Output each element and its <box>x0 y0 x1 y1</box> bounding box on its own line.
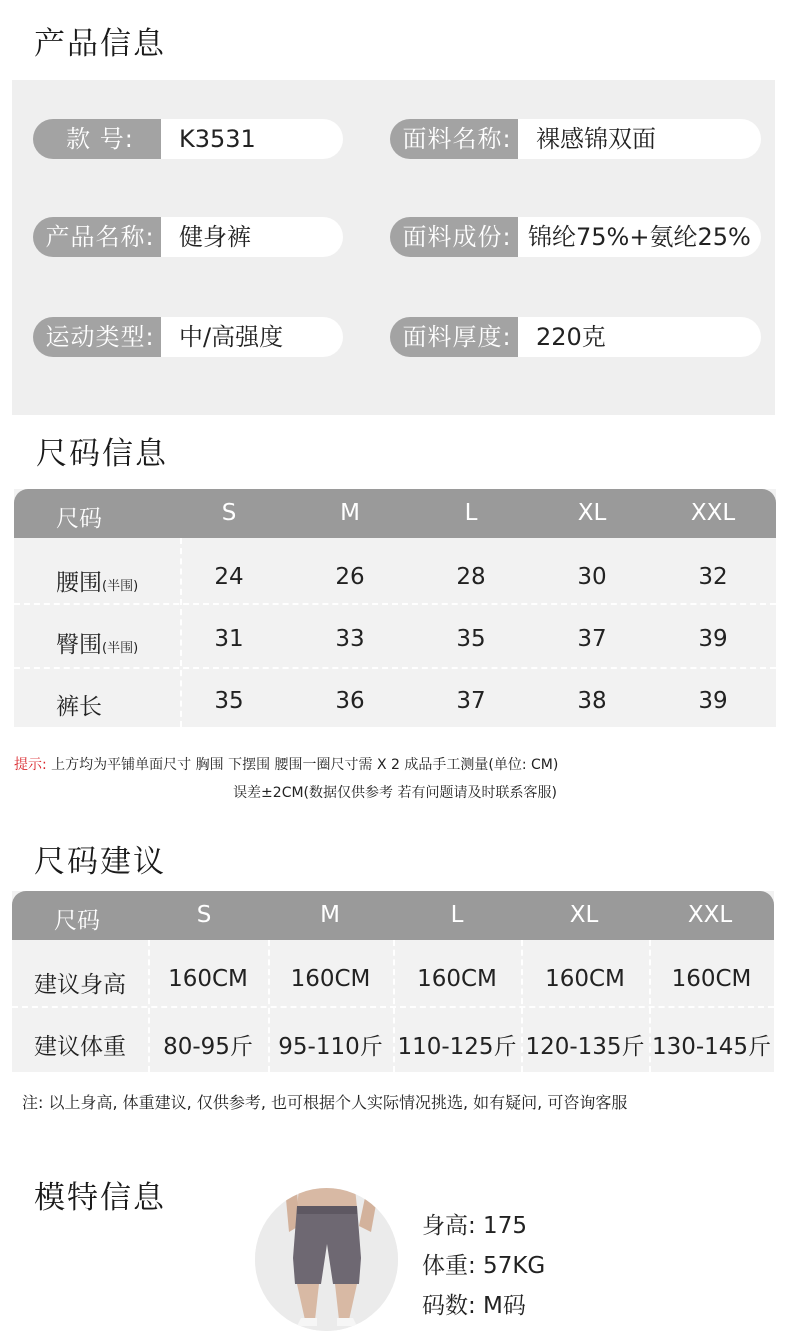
table-cell: 160CM <box>168 966 248 992</box>
row-subnote: (半围) <box>102 579 139 594</box>
field-label: 面料名称: <box>390 119 518 159</box>
header-cell: XL <box>569 902 599 928</box>
field-value: 220克 <box>518 317 761 357</box>
table-cell: 32 <box>698 564 728 590</box>
table-row-label <box>56 564 138 597</box>
header-cell: L <box>450 902 464 928</box>
header-cell: 尺码 <box>56 506 102 532</box>
table-cell: 160CM <box>671 966 752 992</box>
model-weight: 体重: 57KG <box>422 1253 546 1279</box>
field-value: 裸感锦双面 <box>518 119 761 159</box>
model-photo <box>255 1188 398 1331</box>
header-cell: S <box>196 902 212 928</box>
table-row-label: 建议体重 <box>34 1034 126 1060</box>
table-cell: 80-95斤 <box>163 1034 253 1060</box>
field-fabric-composition <box>390 217 761 257</box>
table-row-label: 建议身高 <box>34 972 126 998</box>
tip-label: 提示: <box>14 757 47 773</box>
row-divider <box>14 667 776 669</box>
field-value: K3531 <box>161 119 343 159</box>
header-cell: M <box>320 902 340 928</box>
size-advice-header <box>12 891 774 940</box>
table-cell: 39 <box>698 626 728 652</box>
table-cell: 160CM <box>417 966 497 992</box>
field-label: 运动类型: <box>33 317 161 357</box>
field-label: 面料成份: <box>390 217 518 257</box>
row-name: 腰围 <box>56 570 102 596</box>
model-size: 码数: M码 <box>422 1293 526 1319</box>
table-cell: 160CM <box>545 966 625 992</box>
row-divider <box>14 603 776 605</box>
table-cell: 30 <box>577 564 607 590</box>
table-cell: 38 <box>577 688 607 714</box>
row-name: 臀围 <box>56 632 102 658</box>
table-cell: 28 <box>456 564 486 590</box>
table-cell: 130-145斤 <box>651 1034 772 1060</box>
size-advice-title: 尺码建议 <box>34 844 166 880</box>
field-style-number <box>33 119 343 159</box>
header-cell: L <box>464 500 478 526</box>
size-tip-line-1 <box>14 754 558 774</box>
table-cell: 35 <box>456 626 486 652</box>
size-chart-table <box>14 489 776 727</box>
header-cell: XXL <box>687 902 733 928</box>
size-advice-table <box>12 891 774 1072</box>
field-label: 面料厚度: <box>390 317 518 357</box>
model-height: 身高: 175 <box>422 1213 527 1239</box>
table-cell: 26 <box>335 564 365 590</box>
table-cell: 37 <box>456 688 486 714</box>
header-cell: XL <box>577 500 607 526</box>
field-product-name <box>33 217 343 257</box>
table-cell: 24 <box>214 564 244 590</box>
field-value: 健身裤 <box>161 217 343 257</box>
product-info-panel <box>12 80 775 415</box>
header-cell: 尺码 <box>54 908 100 934</box>
tip-text: 上方均为平铺单面尺寸 胸围 下摆围 腰围一圈尺寸需 X 2 成品手工测量(单位: CM) <box>51 757 559 773</box>
row-divider <box>12 1006 774 1008</box>
table-cell: 110-125斤 <box>397 1034 517 1060</box>
model-figure-illustration <box>255 1188 398 1331</box>
table-cell: 95-110斤 <box>278 1034 383 1060</box>
header-cell: M <box>340 500 360 526</box>
table-cell: 37 <box>577 626 607 652</box>
table-row-label: 裤长 <box>56 694 102 720</box>
row-subnote: (半围) <box>102 641 139 656</box>
table-cell: 39 <box>698 688 728 714</box>
table-cell: 160CM <box>290 966 371 992</box>
field-label: 款 号: <box>33 119 161 159</box>
field-sport-type <box>33 317 343 357</box>
model-info-title: 模特信息 <box>34 1180 166 1216</box>
table-cell: 36 <box>335 688 365 714</box>
field-fabric-thickness <box>390 317 761 357</box>
size-tip-line-2: 误差±2CM(数据仅供参考 若有问题请及时联系客服) <box>233 785 557 801</box>
field-value: 中/高强度 <box>161 317 343 357</box>
size-advice-note: 注: 以上身高, 体重建议, 仅供参考, 也可根据个人实际情况挑选, 如有疑问, 可咨询客服 <box>22 1093 628 1112</box>
field-value: 锦纶75%+氨纶25% <box>518 217 761 257</box>
table-cell: 31 <box>214 626 244 652</box>
size-chart-header <box>14 489 776 538</box>
header-cell: XXL <box>690 500 736 526</box>
table-cell: 33 <box>335 626 365 652</box>
table-cell: 120-135斤 <box>525 1034 645 1060</box>
product-info-title: 产品信息 <box>34 26 166 62</box>
size-info-title: 尺码信息 <box>36 436 168 472</box>
field-fabric-name <box>390 119 761 159</box>
field-label: 产品名称: <box>33 217 161 257</box>
table-cell: 35 <box>214 688 244 714</box>
table-row-label <box>56 626 138 659</box>
header-cell: S <box>221 500 237 526</box>
